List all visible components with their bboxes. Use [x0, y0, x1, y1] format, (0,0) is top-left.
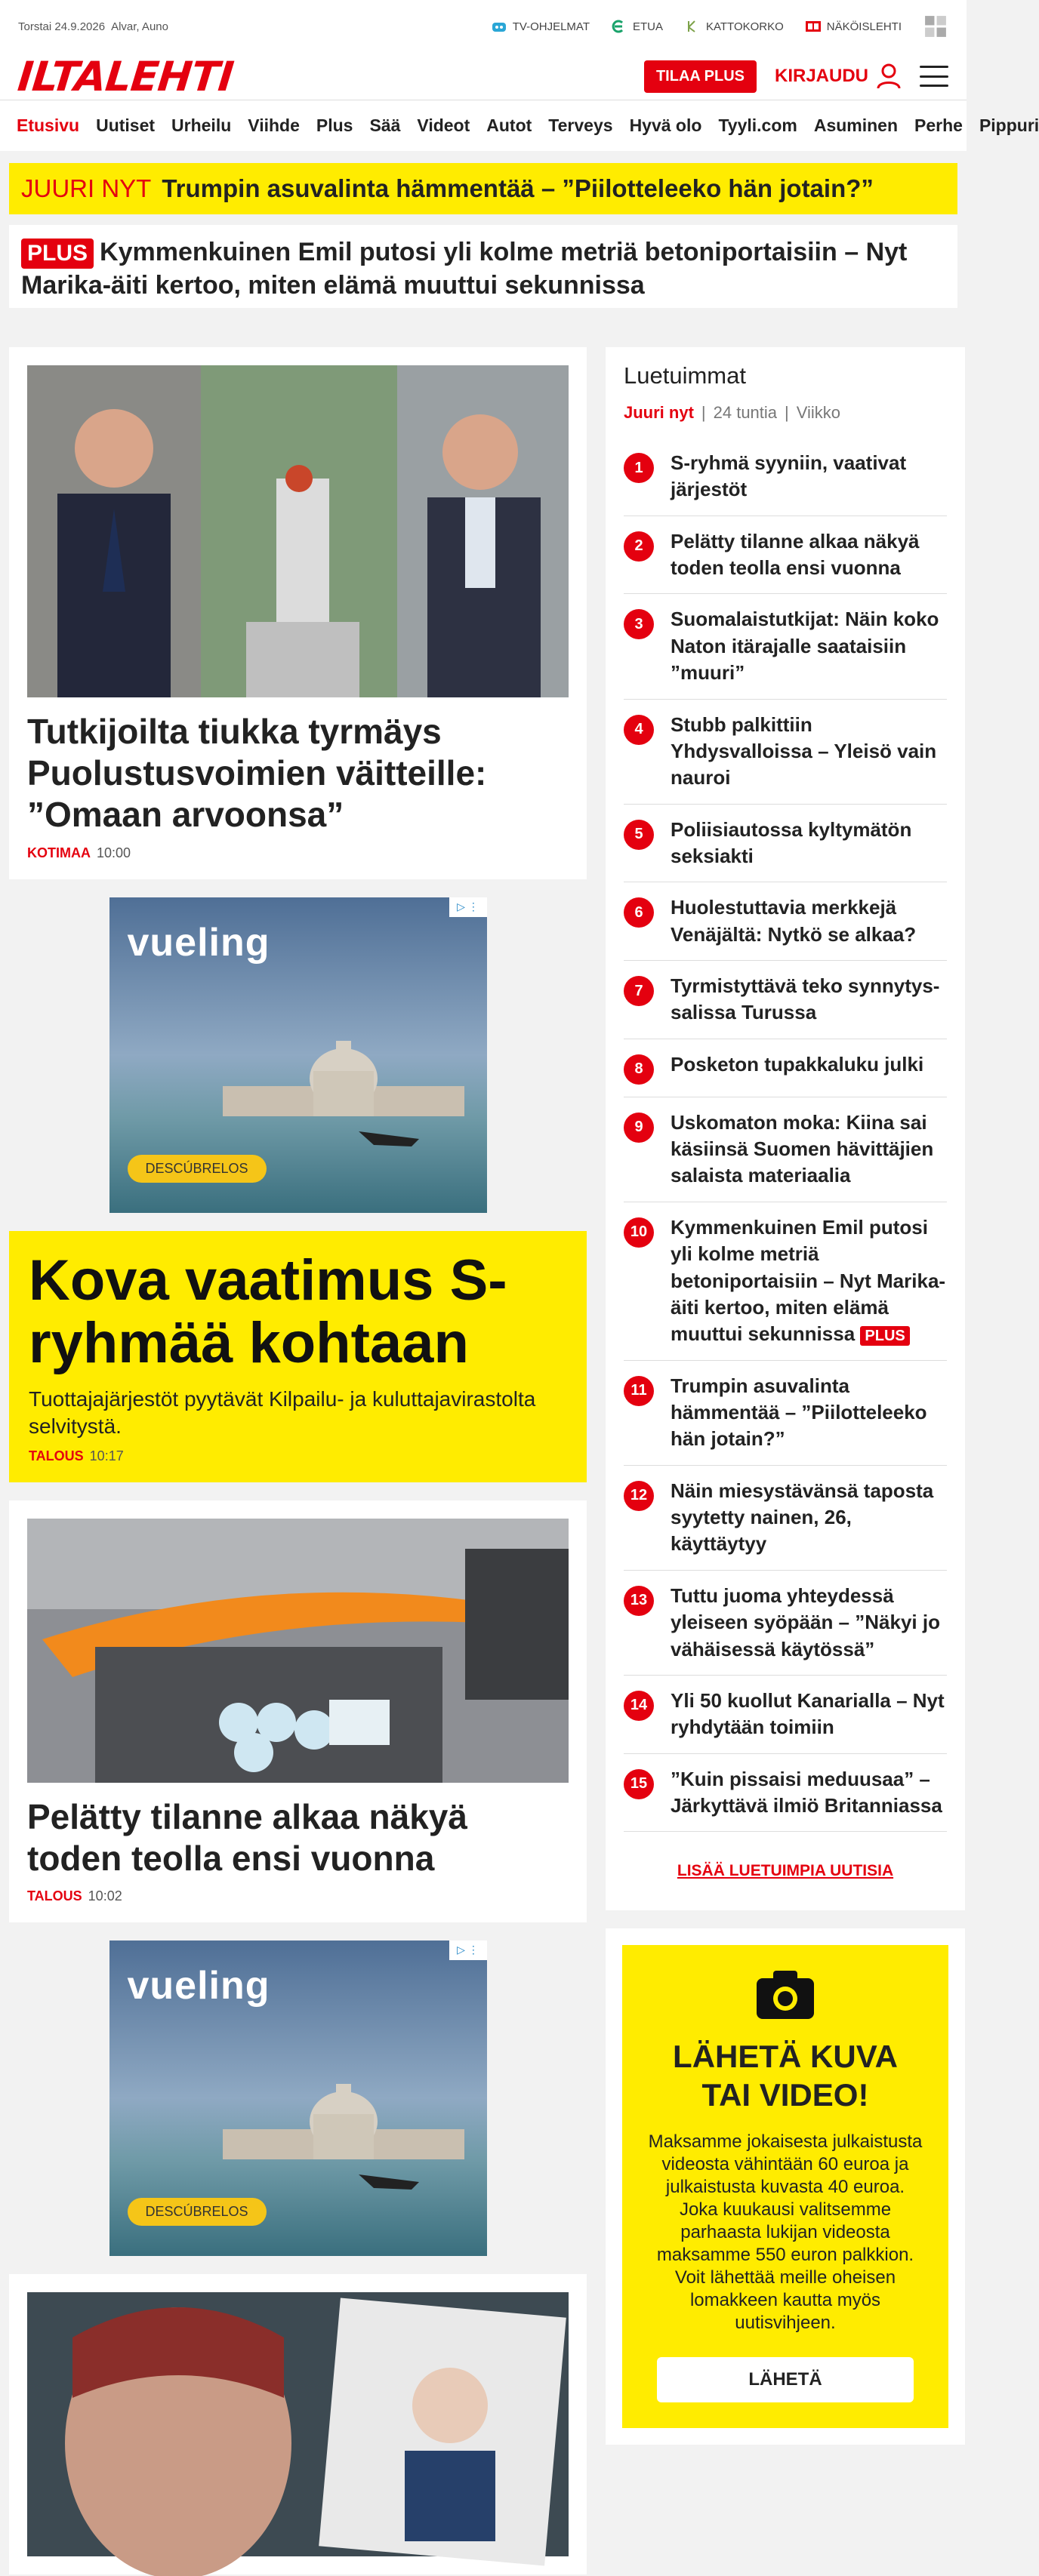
site-header	[0, 53, 967, 100]
main-nav	[0, 100, 1039, 151]
ad-choices-icon[interactable]: ▷ ⋮	[449, 1940, 487, 1960]
nav-item-asuminen[interactable]: Asuminen	[813, 115, 899, 135]
most-read-headline	[671, 817, 947, 870]
most-read-headline	[671, 1373, 947, 1453]
nav-item-uutiset[interactable]: Uutiset	[96, 115, 156, 135]
most-read-item[interactable]	[624, 438, 947, 516]
article-time: 10:00	[97, 845, 131, 860]
top-links	[491, 14, 948, 39]
tv-link[interactable]	[491, 20, 590, 33]
most-read-headline	[671, 1214, 947, 1348]
article-section: KOTIMAA	[27, 845, 91, 860]
most-read-item[interactable]	[624, 1466, 947, 1571]
ad-cta-button[interactable]: DESCÚBRELOS	[128, 2198, 267, 2226]
etua-link[interactable]	[611, 20, 663, 33]
most-read-headline-text: Tyrmistyttävä teko synnytyssalissa Turussa	[671, 974, 940, 1024]
most-read-title: Luetuimmat	[624, 362, 746, 389]
most-read-headline	[671, 1051, 923, 1085]
name-day: Alvar, Auno	[111, 20, 168, 33]
feature-article[interactable]	[9, 1231, 587, 1482]
rank-number: 6	[624, 897, 654, 928]
most-read-headline-text: Posketon tupakkaluku julki	[671, 1052, 924, 1076]
left-column	[9, 347, 587, 2574]
article-image	[27, 1519, 569, 1783]
most-read-headline	[671, 712, 947, 792]
rank-number: 5	[624, 820, 654, 850]
nav-item-urheilu[interactable]: Urheilu	[171, 115, 232, 135]
nav-item-tyyli-com[interactable]: Tyyli.com	[718, 115, 797, 135]
most-read-widget	[606, 347, 965, 1910]
tab-24-tuntia[interactable]: 24 tuntia	[713, 403, 778, 422]
most-read-headline-text: Poliisiautossa kyltymätön seksiakti	[671, 817, 912, 867]
tab-separator: |	[701, 403, 706, 422]
submit-tip-box	[622, 1945, 948, 2428]
login-button[interactable]	[775, 63, 902, 90]
rank-number: 3	[624, 609, 654, 639]
most-read-headline-text: Näin miesystävänsä taposta syytetty nainen, 26, käyttäytyy	[671, 1479, 934, 1556]
most-read-item[interactable]	[624, 1571, 947, 1676]
rank-number: 12	[624, 1481, 654, 1511]
most-read-item[interactable]	[624, 594, 947, 699]
article-card[interactable]	[9, 347, 587, 879]
site-logo[interactable]: ILTALEHTI	[15, 52, 236, 100]
ad-cta-button[interactable]: DESCÚBRELOS	[128, 1155, 267, 1183]
breaking-tag: JUURI NYT	[21, 174, 152, 202]
most-read-headline	[671, 1583, 947, 1663]
most-read-headline	[671, 528, 947, 582]
feature-meta	[29, 1448, 567, 1464]
feature-title: Kova vaatimus S-ryhmää kohtaan	[29, 1248, 507, 1376]
rank-number: 1	[624, 453, 654, 483]
ad-brand: vueling	[127, 920, 270, 965]
nav-item-pippuri[interactable]: Pippuri	[979, 115, 1039, 135]
most-read-headline-text: Kymmenkuinen Emil putosi yli kolme metriä betoniportaisiin – Nyt Marika-äiti kertoo, miten elämä muuttui sekunnissa	[671, 1215, 946, 1346]
most-read-headline	[671, 1688, 947, 1741]
most-read-headline-text: Yli 50 kuollut Kanarialla – Nyt ryhdytään toimiin	[671, 1688, 945, 1739]
login-label: KIRJAUDU	[774, 66, 868, 86]
more-most-read-link[interactable]: LISÄÄ LUETUIMPIA UUTISIA	[677, 1862, 894, 1880]
most-read-item[interactable]	[624, 1039, 947, 1097]
most-read-headline-text: Trumpin asuvalinta hämmentää – ”Piilotteleeko hän jotain?”	[671, 1374, 927, 1451]
most-read-headline	[671, 606, 947, 686]
most-read-item[interactable]	[624, 961, 947, 1039]
plus-badge: PLUS	[860, 1326, 909, 1346]
most-read-item[interactable]	[624, 700, 947, 805]
nav-item-perhe[interactable]: Perhe	[914, 115, 963, 135]
nav-item-autot[interactable]: Autot	[486, 115, 532, 135]
nav-item-videot[interactable]: Videot	[417, 115, 470, 135]
rank-number: 10	[624, 1217, 654, 1248]
most-read-item[interactable]	[624, 805, 947, 883]
most-read-item[interactable]	[624, 516, 947, 595]
most-read-headline-text: S-ryhmä syyniin, vaativat järjestöt	[671, 451, 907, 501]
tab-juuri-nyt[interactable]: Juuri nyt	[624, 403, 694, 422]
right-column	[606, 347, 965, 2445]
nav-item-plus[interactable]: Plus	[316, 115, 353, 135]
plus-headline: Kymmenkuinen Emil putosi yli kolme metriä betoniportaisiin – Nyt Marika-äiti kertoo, miten elämä muuttui sekunnissa	[21, 237, 908, 300]
nav-item-etusivu[interactable]: Etusivu	[17, 115, 80, 135]
most-read-list	[624, 438, 947, 1832]
kattokorko-icon	[684, 20, 701, 33]
advertisement[interactable]	[109, 897, 487, 1213]
article-meta	[27, 1888, 569, 1904]
most-read-headline	[671, 1109, 947, 1190]
date-line	[18, 20, 168, 33]
rank-number: 15	[624, 1769, 654, 1799]
kattokorko-link[interactable]	[684, 20, 784, 33]
most-read-headline-text: Uskomaton moka: Kiina sai käsiinsä Suomen hävittäjien salaista materiaalia	[671, 1110, 934, 1187]
article-title: Tutkijoilta tiukka tyrmäys Puolustusvoimien väitteille: ”Omaan arvoonsa”	[27, 712, 487, 835]
tab-separator: |	[785, 403, 789, 422]
breaking-headline: Trumpin asuvalinta hämmentää – ”Piilotteleeko hän jotain?”	[162, 174, 874, 202]
rank-number: 11	[624, 1376, 654, 1406]
most-read-tabs	[624, 403, 947, 423]
most-read-headline-text: Tuttu juoma yhteydessä yleiseen syöpään – ”Näkyi jo vähäisessä käytössä”	[671, 1583, 940, 1660]
breaking-news-banner[interactable]	[9, 163, 957, 214]
ad-choices-icon[interactable]: ▷ ⋮	[449, 897, 487, 917]
most-read-item[interactable]	[624, 882, 947, 961]
user-icon	[876, 63, 902, 90]
submit-title: LÄHETÄ KUVA TAI VIDEO!	[673, 2039, 898, 2113]
nav-item-sää[interactable]: Sää	[369, 115, 401, 135]
feature-lead: Tuottajajärjestöt pyytävät Kilpailu- ja kuluttajavirastolta selvitystä.	[29, 1386, 536, 1439]
tv-icon	[491, 20, 507, 33]
most-read-headline-text: Stubb palkittiin Yhdysvalloissa – Yleisö vain nauroi	[671, 712, 937, 789]
subscribe-button[interactable]: TILAA PLUS	[644, 60, 757, 93]
advertisement[interactable]	[109, 1940, 487, 2256]
most-read-headline-text: Huolestuttavia merkkejä Venäjältä: Nytkö se alkaa?	[671, 896, 917, 946]
alma-logo-icon	[923, 14, 948, 39]
most-read-headline-text: ”Kuin pissaisi meduusaa” – Järkyttävä ilmiö Britanniassa	[671, 1767, 942, 1817]
rank-number: 7	[624, 976, 654, 1006]
feature-time: 10:17	[89, 1448, 124, 1463]
etua-link-label: ETUA	[632, 20, 663, 33]
feature-section: TALOUS	[29, 1448, 84, 1463]
menu-icon[interactable]	[920, 66, 948, 87]
nakoislehti-link[interactable]	[805, 20, 902, 33]
submit-button[interactable]: LÄHETÄ	[657, 2357, 914, 2402]
most-read-headline	[671, 973, 947, 1026]
most-read-item[interactable]	[624, 1202, 947, 1361]
submit-text: Maksamme jokaisesta julkaistusta videosta vähintään 60 euroa ja julkaistusta kuvasta 40 euroa. Joka kuukausi valitsemme parhaasta lukijan videosta maksamme 550 euron palkkion. Voit lähettää meille oheisen lomakkeen kautta myös uutisvihjeen.	[648, 2131, 923, 2334]
article-title: Pelätty tilanne alkaa näkyä toden teolla ensi vuonna	[27, 1796, 467, 1878]
most-read-headline-text: Pelätty tilanne alkaa näkyä toden teolla ensi vuonna	[671, 529, 920, 580]
ad-image	[223, 2069, 464, 2190]
rank-number: 13	[624, 1586, 654, 1616]
ad-brand: vueling	[127, 1963, 270, 2008]
article-image	[27, 2292, 569, 2556]
rank-number: 2	[624, 531, 654, 562]
tv-link-label: TV-OHJELMAT	[512, 20, 590, 33]
most-read-item[interactable]	[624, 1097, 947, 1202]
nav-item-hyvä-olo[interactable]: Hyvä olo	[629, 115, 702, 135]
camera-icon	[755, 1968, 815, 2020]
article-card[interactable]	[9, 1500, 587, 1922]
tab-viikko[interactable]: Viikko	[796, 403, 841, 422]
most-read-headline	[671, 894, 947, 948]
ad-image	[223, 1026, 464, 1146]
most-read-item[interactable]	[624, 1676, 947, 1754]
article-time: 10:02	[88, 1888, 122, 1904]
rank-number: 8	[624, 1054, 654, 1085]
nav-item-terveys[interactable]: Terveys	[548, 115, 613, 135]
most-read-item[interactable]	[624, 1754, 947, 1833]
header-actions	[644, 60, 948, 93]
most-read-headline	[671, 1478, 947, 1558]
article-section: TALOUS	[27, 1888, 82, 1904]
most-read-headline	[671, 450, 947, 503]
most-read-headline-text: Suomalaistutkijat: Näin koko Naton itärajalle saataisiin ”muuri”	[671, 608, 939, 685]
newspaper-icon	[805, 20, 822, 33]
date-text: Torstai 24.9.2026	[18, 20, 106, 33]
etua-icon	[611, 20, 627, 33]
most-read-item[interactable]	[624, 1361, 947, 1466]
rank-number: 14	[624, 1691, 654, 1721]
plus-badge: PLUS	[21, 239, 94, 269]
most-read-headline	[671, 1766, 947, 1820]
article-image	[27, 365, 569, 697]
submit-tip-widget	[606, 1928, 965, 2445]
rank-number: 4	[624, 715, 654, 745]
plus-headline-card[interactable]	[9, 225, 957, 308]
rank-number: 9	[624, 1113, 654, 1143]
article-card[interactable]	[9, 2274, 587, 2574]
nakoislehti-link-label: NÄKÖISLEHTI	[826, 20, 902, 33]
top-bar	[0, 0, 967, 53]
kattokorko-link-label: KATTOKORKO	[706, 20, 784, 33]
nav-item-viihde[interactable]: Viihde	[248, 115, 300, 135]
article-meta	[27, 845, 569, 861]
